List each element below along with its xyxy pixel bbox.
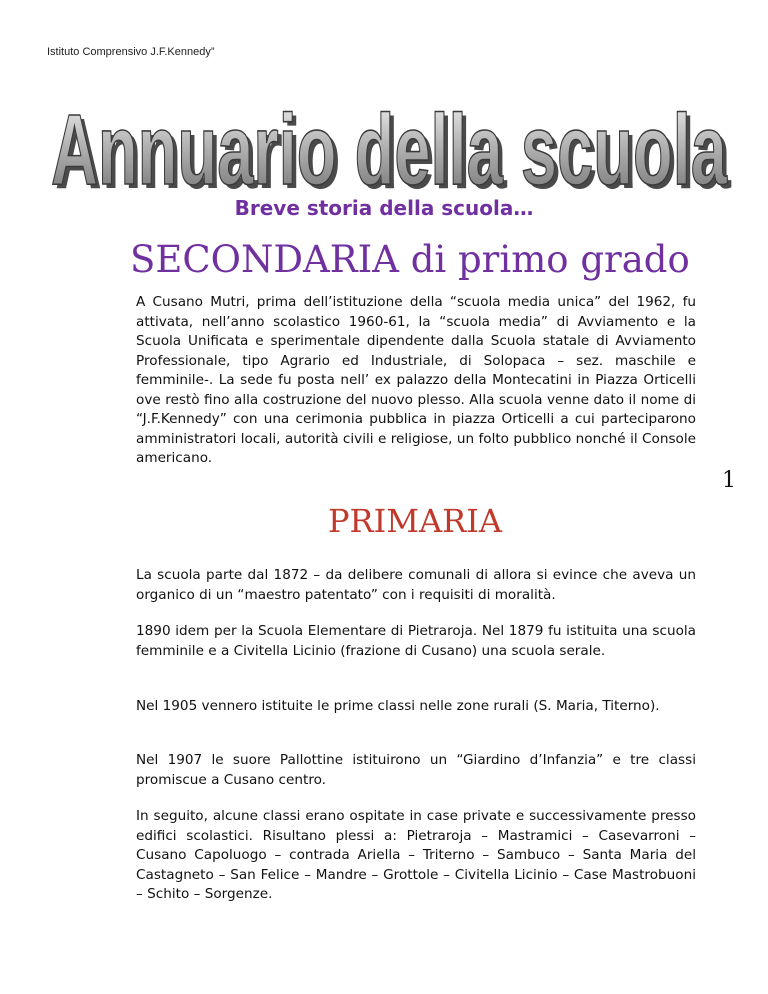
wordart-title-face: Annuario della scuola	[51, 94, 728, 198]
paragraph-primaria-4: Nel 1907 le suore Pallottine istituirono un “Giardino d’Infanzia” e tre classi promiscue a Cusano centro.	[136, 752, 696, 788]
wordart-title-shadow: Annuario della scuola	[55, 98, 732, 198]
paragraph-primaria-1: La scuola parte dal 1872 – da delibere comunali di allora si evince che aveva un organico di un “maestro patentato” con i requisiti di moralità.	[136, 567, 696, 603]
paragraph-primaria-5: In seguito, alcune classi erano ospitate in case private e successivamente presso edifici scolastici. Risultano plessi a: Pietraroja – Mastramici – Casevarroni – Cusano Capoluogo – contrada Ariella – Triterno – Sambuco – Santa Maria del Castagneto – San Felice – Mandre – Grottole – Civitella Licinio – Case Mastrobuoni – Schito – Sorgenze.	[136, 808, 696, 902]
heading-primaria: PRIMARIA	[328, 502, 502, 540]
paragraph-primaria-3: Nel 1905 vennero istituite le prime classi nelle zone rurali (S. Maria, Titerno).	[136, 698, 660, 714]
heading-secondaria: SECONDARIA di primo grado	[130, 238, 690, 281]
page-number: 1	[722, 468, 736, 493]
paragraph-secondaria: A Cusano Mutri, prima dell’istituzione della “scuola media unica” del 1962, fu attivata, nell’anno scolastico 1960-61, la “scuola media” di Avviamento e la Scuola Unificata e sperimentale dipendente dalla Scuola statale di Avviamento Professionale, tipo Agrario ed Industriale, di Solopaca – sez. maschile e femminile-. La sede fu posta nell’ ex palazzo della Montecatini in Piazza Orticelli ove restò fino alla costruzione del nuovo plesso. Alla scuola venne dato il nome di “J.F.Kennedy” con una cerimonia pubblica in piazza Orticelli a cui parteciparono amministratori locali, autorità civili e religiose, un folto pubblico nonché il Console americano.	[136, 294, 696, 466]
subtitle: Breve storia della scuola…	[234, 196, 534, 220]
wordart-title	[44, 80, 734, 198]
document-header: Istituto Comprensivo J.F.Kennedy”	[47, 46, 215, 58]
paragraph-primaria-2: 1890 idem per la Scuola Elementare di Pietraroja. Nel 1879 fu istituita una scuola femminile e a Civitella Licinio (frazione di Cusano) una scuola serale.	[136, 623, 696, 659]
